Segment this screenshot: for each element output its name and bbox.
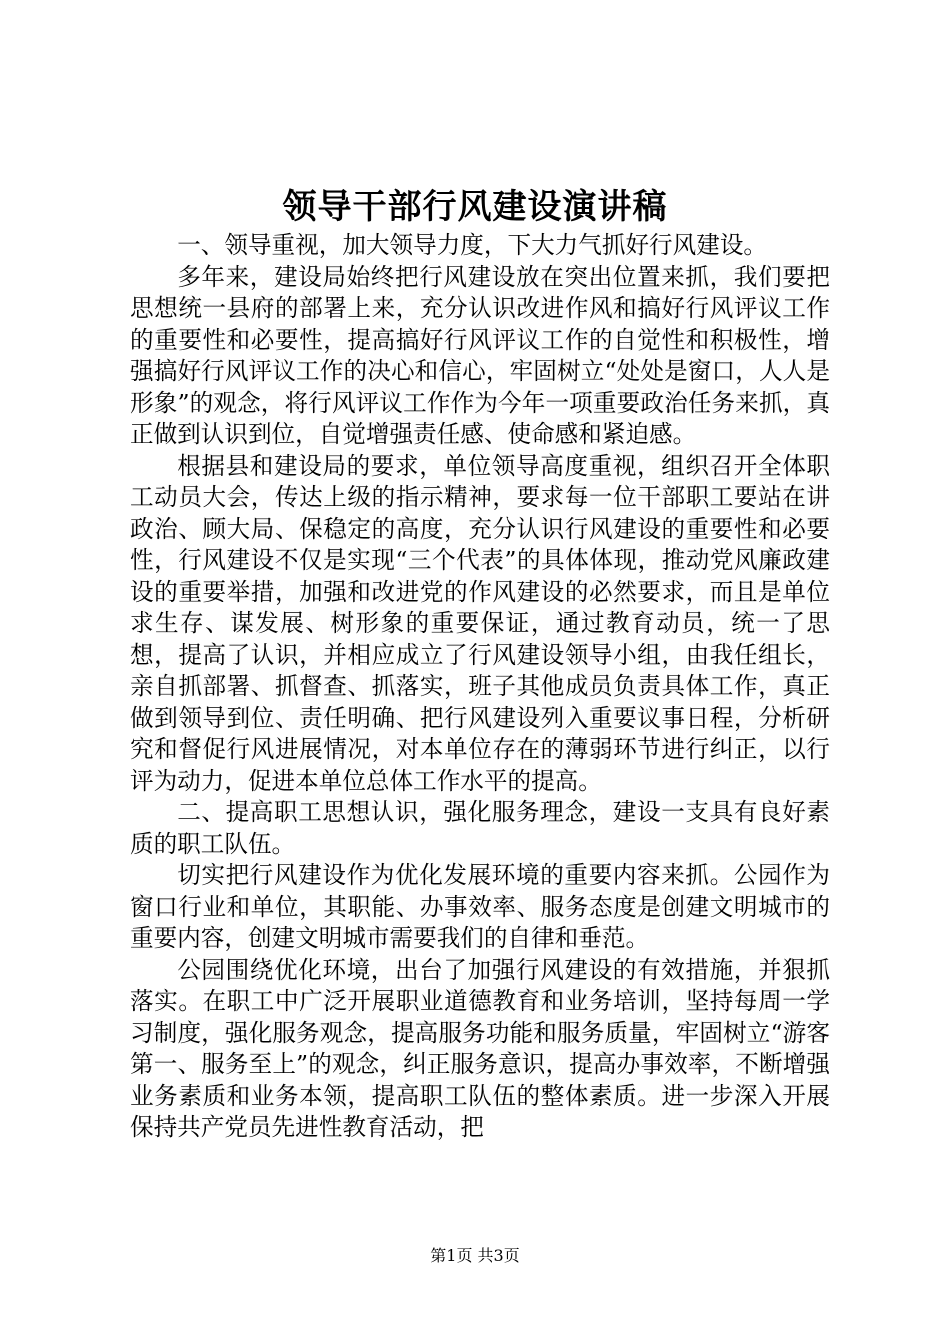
document-body	[130, 230, 830, 1144]
page-number-footer: 第1页 共3页	[430, 1246, 520, 1265]
paragraph: 根据县和建设局的要求，单位领导高度重视，组织召开全体职工动员大会，传达上级的指示精神，要求每一位干部职工要站在讲政治、顾大局、保稳定的高度，充分认识行风建设的重要性和必要性，行风建设不仅是实现“三个代表”的具体体现，推动党风廉政建设的重要举措，加强和改进党的作风建设的必然要求，而且是单位求生存、谋发展、树形象的重要保证，通过教育动员，统一了思想，提高了认识，并相应成立了行风建设领导小组，由我任组长，亲自抓部署、抓督查、抓落实，班子其他成员负责具体工作，真正做到领导到位、责任明确、把行风建设列入重要议事日程，分析研究和督促行风进展情况，对本单位存在的薄弱环节进行纠正，以行评为动力，促进本单位总体工作水平的提高。	[130, 451, 830, 795]
paragraph: 公园围绕优化环境，出台了加强行风建设的有效措施，并狠抓落实。在职工中广泛开展职业道德教育和业务培训，坚持每周一学习制度，强化服务观念，提高服务功能和服务质量，牢固树立“游客第一、服务至上”的观念，纠正服务意识，提高办事效率，不断增强业务素质和业务本领，提高职工队伍的整体素质。进一步深入开展保持共产党员先进性教育活动，把	[130, 955, 830, 1141]
paragraph-heading-1: 一、领导重视，加大领导力度，下大力气抓好行风建设。	[177, 231, 768, 259]
document-title: 领导干部行风建设演讲稿	[282, 187, 668, 227]
paragraph: 切实把行风建设作为优化发展环境的重要内容来抓。公园作为窗口行业和单位，其职能、办事效率、服务态度是创建文明城市的重要内容，创建文明城市需要我们的自律和垂范。	[130, 861, 830, 952]
paragraph-heading-2: 二、提高职工思想认识，强化服务理念，建设一支具有良好素质的职工队伍。	[130, 798, 830, 858]
paragraph: 多年来，建设局始终把行风建设放在突出位置来抓，我们要把思想统一县府的部署上来，充分认识改进作风和搞好行风评议工作的重要性和必要性，提高搞好行风评议工作的自觉性和积极性，增强搞好行风评议工作的决心和信心，牢固树立“处处是窗口，人人是形象”的观念，将行风评议工作作为今年一项重要政治任务来抓，真正做到认识到位，自觉增强责任感、使命感和紧迫感。	[130, 262, 830, 448]
